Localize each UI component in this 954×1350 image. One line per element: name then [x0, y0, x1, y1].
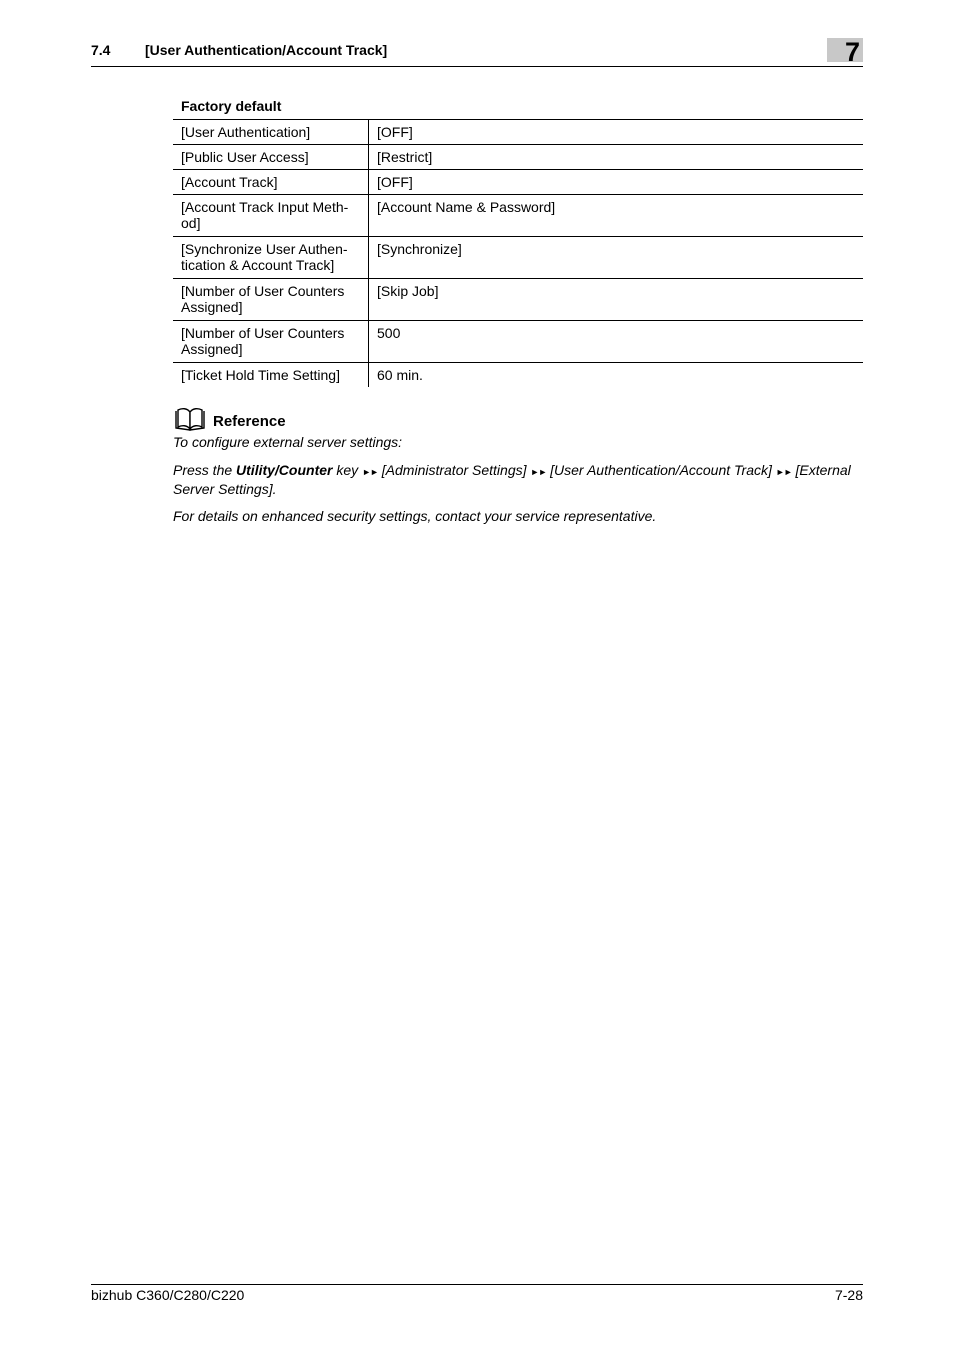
page-number: 7-28 — [834, 1287, 863, 1303]
arrow-icon: ►► — [530, 467, 547, 477]
setting-cell: [Number of User Counters Assigned] — [173, 279, 369, 321]
value-cell: [Account Name & Password] — [369, 195, 864, 237]
reference-steps: Press the Utility/Counter key ►► [Administrator Settings] ►► [User Authentication/Account Track] ►► [External Server Settings]. — [173, 462, 851, 497]
value-cell: [Skip Job] — [369, 279, 864, 321]
table-row — [173, 237, 863, 279]
table-row — [173, 279, 863, 321]
page-footer — [91, 1284, 863, 1303]
setting-cell: [Public User Access] — [173, 145, 369, 170]
table-row — [173, 120, 863, 145]
value-cell: [OFF] — [369, 120, 864, 145]
value-cell: [Restrict] — [369, 145, 864, 170]
reference-intro: To configure external server settings: — [173, 434, 403, 450]
book-icon — [173, 407, 207, 431]
value-cell: 500 — [369, 321, 864, 363]
table-row — [173, 195, 863, 237]
setting-cell: [Synchronize User Authen-tication & Account Track] — [173, 237, 369, 279]
value-cell: [Synchronize] — [369, 237, 864, 279]
table-row — [173, 321, 863, 363]
chapter-tab — [827, 37, 863, 67]
page-header — [91, 37, 863, 67]
section-number: 7.4 — [91, 42, 111, 58]
table-row — [173, 145, 863, 170]
arrow-icon: ►► — [362, 467, 378, 477]
reference-note: For details on enhanced security settings, contact your service representative. — [173, 508, 657, 524]
reference-section — [173, 407, 863, 525]
chapter-number: 7 — [844, 37, 860, 67]
model-name: bizhub C360/C280/C220 — [91, 1287, 245, 1303]
setting-cell: [Account Track Input Meth-od] — [173, 195, 369, 237]
value-cell: 60 min. — [369, 363, 864, 388]
factory-default-table — [173, 119, 863, 387]
setting-cell: [Number of User Counters Assigned] — [173, 321, 369, 363]
arrow-icon: ►► — [775, 467, 792, 477]
reference-header — [173, 407, 863, 431]
setting-cell: [Ticket Hold Time Setting] — [173, 363, 369, 388]
table-title: Factory default — [181, 98, 282, 114]
value-cell: [OFF] — [369, 170, 864, 195]
section-title: [User Authentication/Account Track] — [145, 42, 388, 58]
table-row — [173, 170, 863, 195]
setting-cell: [User Authentication] — [173, 120, 369, 145]
table-row — [173, 363, 863, 388]
setting-cell: [Account Track] — [173, 170, 369, 195]
utility-counter-key: Utility/Counter — [236, 462, 333, 478]
reference-title: Reference — [213, 413, 286, 430]
